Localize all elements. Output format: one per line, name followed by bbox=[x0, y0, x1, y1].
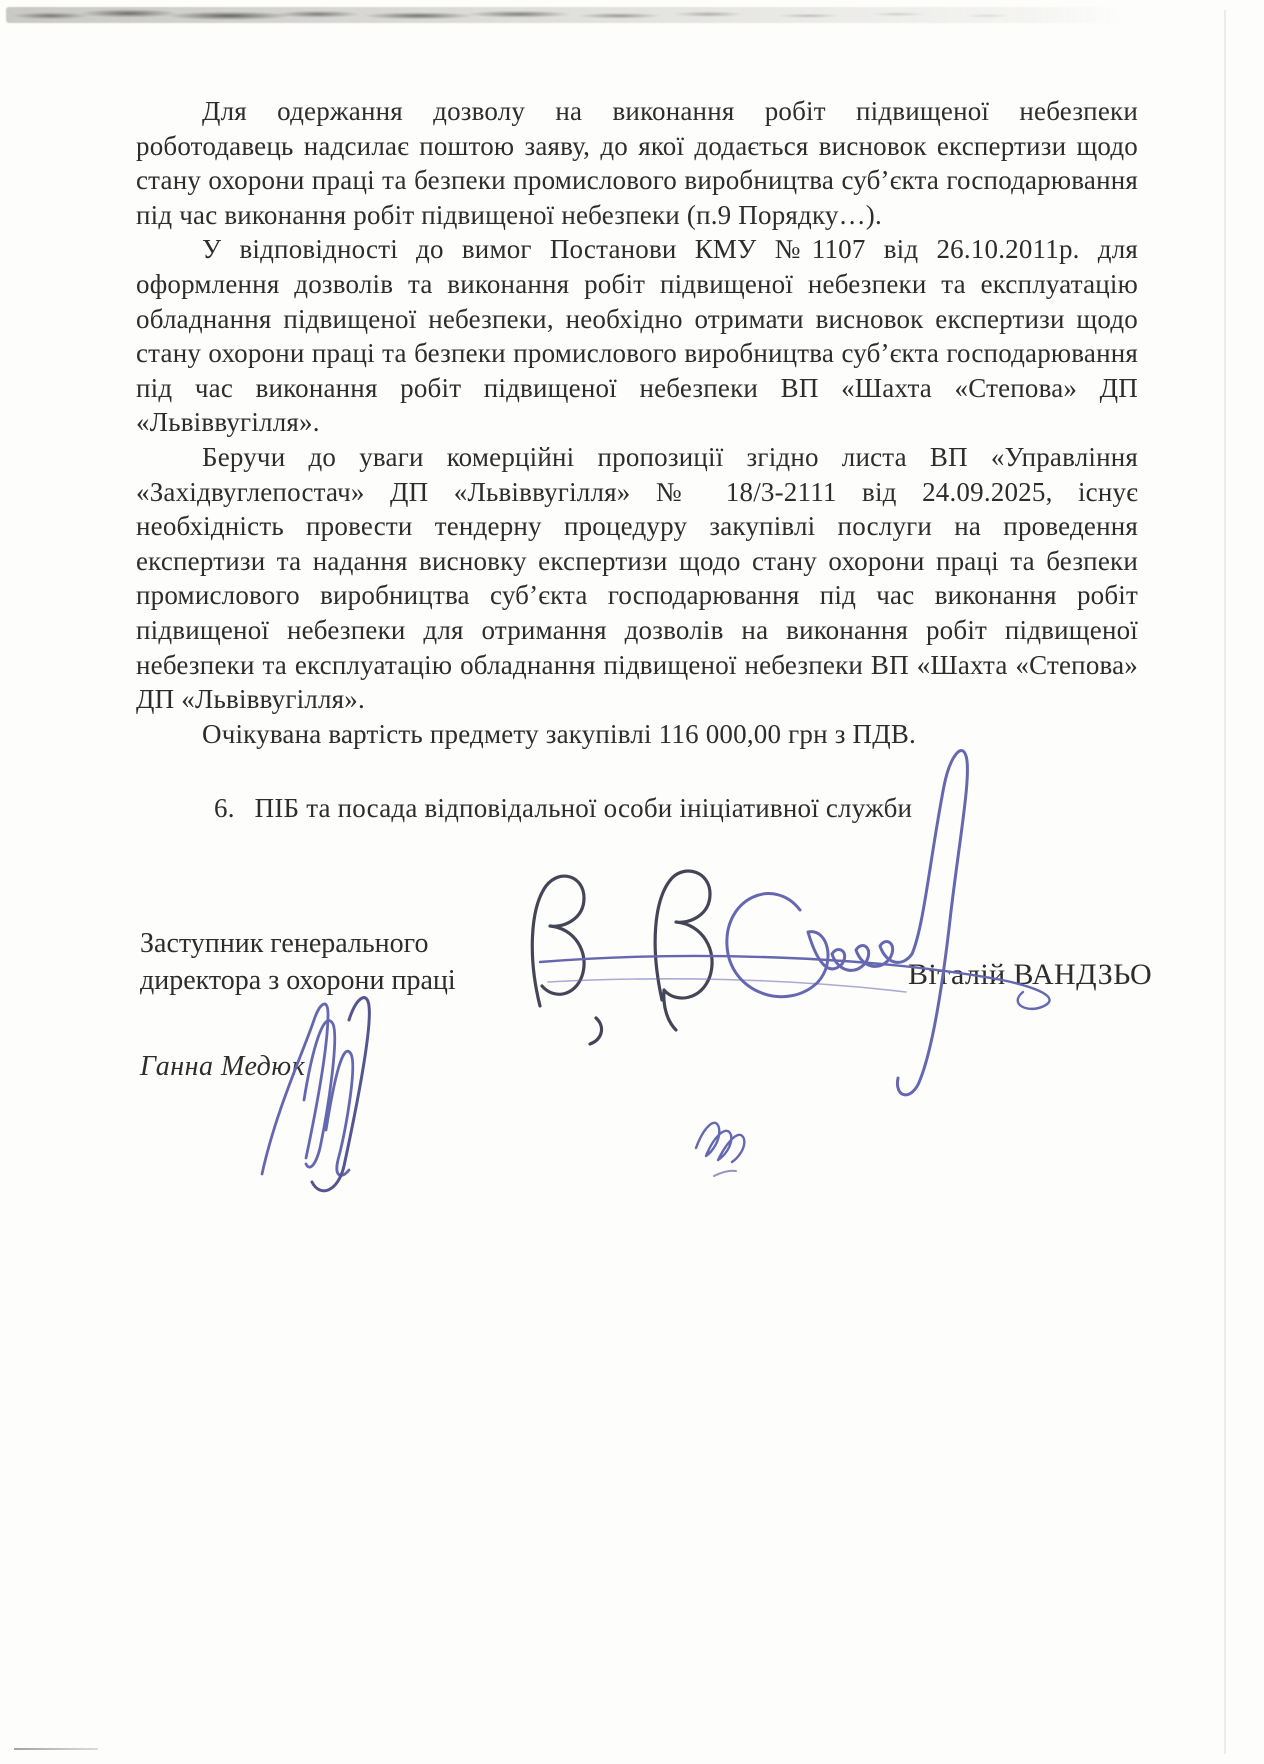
page-edge-line bbox=[1224, 10, 1226, 1754]
initiator-signature-ink bbox=[248, 978, 418, 1198]
paragraph-permit-application: Для одержання дозволу на виконання робіт підвищеної небезпеки роботодавець надсилає поштою заяву, до якої додається висновок експертизи щодо стану охорони праці та безпеки промислового виробництва суб’єкта господарювання під час виконання робіт підвищеної небезпеки (п.9 Порядку…). bbox=[136, 96, 1138, 230]
paragraph-tender-need: Беручи до уваги комерційні пропозиції згідно листа ВП «Управління «Західвуглепостач» ДП «Львіввугілля» № 18/3-2111 від 24.09.2025, існує необхідність провести тендерну процедуру закупівлі послуги на проведення експертизи та надання висновку експертизи щодо стану охорони праці та безпеки промислового виробництва суб’єкта господарювання під час виконання робіт підвищеної небезпеки для отримання дозволів на виконання робіт підвищеної небезпеки та експлуатацію обладнання підвищеної небезпеки ВП «Шахта «Степова» ДП «Львіввугілля». bbox=[136, 441, 1138, 715]
list-item-6-number: 6. bbox=[214, 793, 235, 824]
paragraph-expected-cost: Очікувана вартість предмету закупівлі 116 000,00 грн з ПДВ. bbox=[202, 718, 916, 749]
signer-position-line1: Заступник генерального bbox=[140, 928, 429, 959]
scan-smudge-artifact bbox=[6, 7, 1121, 23]
document-body bbox=[136, 94, 1138, 826]
approver-name: Віталій ВАНДЗЬО bbox=[908, 958, 1153, 991]
list-item-6-text: ПІБ та посада відповідальної особи ініціативної служби bbox=[254, 793, 913, 824]
paragraph-kmu-resolution: У відповідності до вимог Постанови КМУ №1107 від 26.10.2011р. для оформлення дозволів та виконання робіт підвищеної небезпеки та експлуатацію обладнання підвищеної небезпеки, необхідно отримати висновок експертизи щодо стану охорони праці та безпеки промислового виробництва суб’єкта господарювання під час виконання робіт підвищеної небезпеки ВП «Шахта «Степова» ДП «Львіввугілля». bbox=[136, 234, 1138, 438]
signer-position-line2: директора з охорони праці bbox=[140, 964, 456, 996]
signer-position-title bbox=[140, 926, 620, 999]
list-item-6 bbox=[136, 791, 1138, 826]
initiator-name: Ганна Медюк bbox=[140, 1051, 306, 1082]
scan-bottom-mark bbox=[14, 1748, 98, 1750]
